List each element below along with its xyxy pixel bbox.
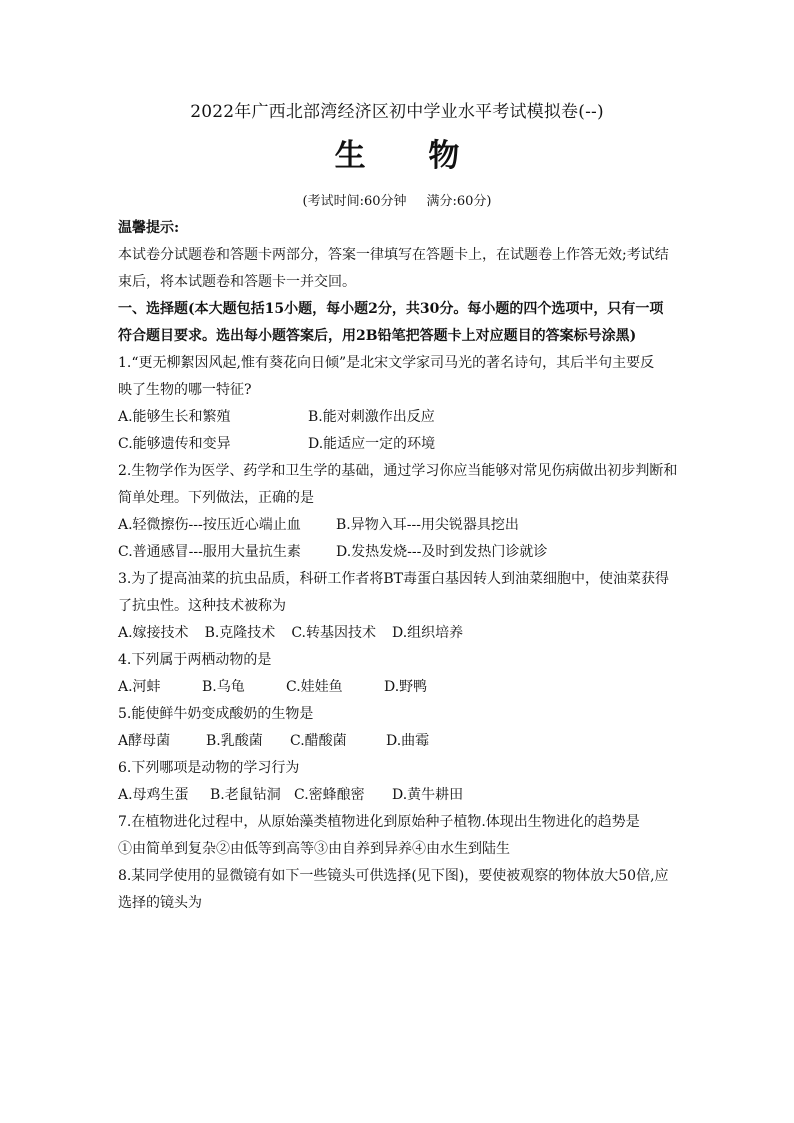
option-c: C.普通感冒---服用大量抗生素 (118, 544, 301, 560)
tips-line: 本试卷分试题卷和答题卡两部分，答案一律填写在答题卡上，在试题卷上作答无效;考试结 (118, 247, 669, 263)
tips-heading: 温馨提示: (118, 220, 180, 236)
option-b: B.异物入耳---用尖锐器具挖出 (336, 517, 519, 533)
option-a: A.嫁接技术 (118, 625, 189, 641)
option-c: C.能够遗传和变异 (118, 436, 231, 452)
option-row (118, 782, 683, 809)
subject-title: 生 物 (334, 138, 486, 174)
question-5 (118, 701, 683, 755)
question-text: 7.在植物进化过程中，从原始藻类植物进化到原始种子植物.体现出生物进化的趋势是 (118, 814, 640, 830)
option-d: D.曲霉 (386, 733, 430, 749)
question-text: 2.生物学作为医学、药学和卫生学的基础，通过学习你应当能够对常见伤病做出初步判断和 (118, 463, 678, 479)
option-d: D.野鸭 (384, 679, 428, 695)
option-d: D.黄牛耕田 (392, 787, 464, 803)
question-text: 了抗虫性。这种技术被称为 (118, 598, 286, 614)
question-text: 1.“更无柳絮因风起,惟有葵花向日倾”是北宋文学家司马光的著名诗句，其后半句主要反 (118, 355, 655, 371)
option-b: B.乳酸菌 (206, 733, 263, 749)
option-c: C.转基因技术 (291, 625, 376, 641)
question-text: 3.为了提高油菜的抗虫品质，科研工作者将BT毒蛋白基因转人到油菜细胞中，使油菜获得 (118, 571, 669, 587)
exam-score: 满分:60分) (426, 194, 492, 209)
question-text: 选择的镜头为 (118, 895, 202, 911)
option-c: C.娃娃鱼 (286, 679, 343, 695)
question-6 (118, 755, 683, 809)
option-a: A.能够生长和繁殖 (118, 409, 231, 425)
option-b: B.乌龟 (202, 679, 245, 695)
option-a: A.轻微擦伤---按压近心端止血 (118, 517, 301, 533)
tips-line: 束后，将本试题卷和答题卡一并交回。 (118, 274, 356, 290)
exam-time: (考试时间:60分钟 (302, 194, 407, 209)
option-b: B.克隆技术 (204, 625, 276, 641)
question-text: 5.能使鲜牛奶变成酸奶的生物是 (118, 706, 314, 722)
option-a: A.母鸡生蛋 (118, 787, 189, 803)
option-c: C.密蜂酿密 (294, 787, 365, 803)
option-row (118, 404, 683, 431)
question-text: 6.下列哪项是动物的学习行为 (118, 760, 300, 776)
exam-title: 2022年广西北部湾经济区初中学业水平考试模拟卷(--) (190, 102, 604, 122)
exam-info (0, 190, 794, 209)
option-row (118, 431, 683, 458)
question-8 (118, 863, 683, 917)
option-c: C.醋酸菌 (290, 733, 347, 749)
question-text: 4.下列属于两栖动物的是 (118, 652, 272, 668)
question-3 (118, 566, 683, 647)
question-1 (118, 350, 683, 458)
option-row (118, 539, 683, 566)
question-text: 8.某同学使用的显微镜有如下一些镜头可供选择(见下图)，要使被观察的物体放大50倍,应 (118, 868, 669, 884)
question-text: ①由简单到复杂②由低等到高等③由自养到异养④由水生到陆生 (118, 841, 510, 857)
option-a: A酵母菌 (118, 733, 171, 749)
option-b: B.能对刺激作出反应 (308, 409, 435, 425)
option-row (118, 512, 683, 539)
exam-body (118, 215, 683, 917)
option-a: A.河蚌 (118, 679, 161, 695)
section-heading: 符合题目要求。选出每小题答案后，用2B铅笔把答题卡上对应题目的答案标号涂黑) (118, 328, 637, 344)
question-text: 简单处理。下列做法，正确的是 (118, 490, 314, 506)
question-2 (118, 458, 683, 566)
option-row (118, 620, 683, 647)
option-d: D.组织培养 (391, 625, 464, 641)
option-row (118, 728, 683, 755)
option-d: D.发热发烧---及时到发热门诊就诊 (336, 544, 548, 560)
option-row (118, 674, 683, 701)
option-d: D.能适应一定的环境 (308, 436, 436, 452)
section-heading: 一、选择题(本大题包括15小题，每小题2分，共30分。每小题的四个选项中，只有一项 (118, 301, 664, 317)
question-4 (118, 647, 683, 701)
option-b: B.老鼠钻洞 (210, 787, 281, 803)
question-7 (118, 809, 683, 863)
question-text: 映了生物的哪一特征? (118, 382, 252, 398)
